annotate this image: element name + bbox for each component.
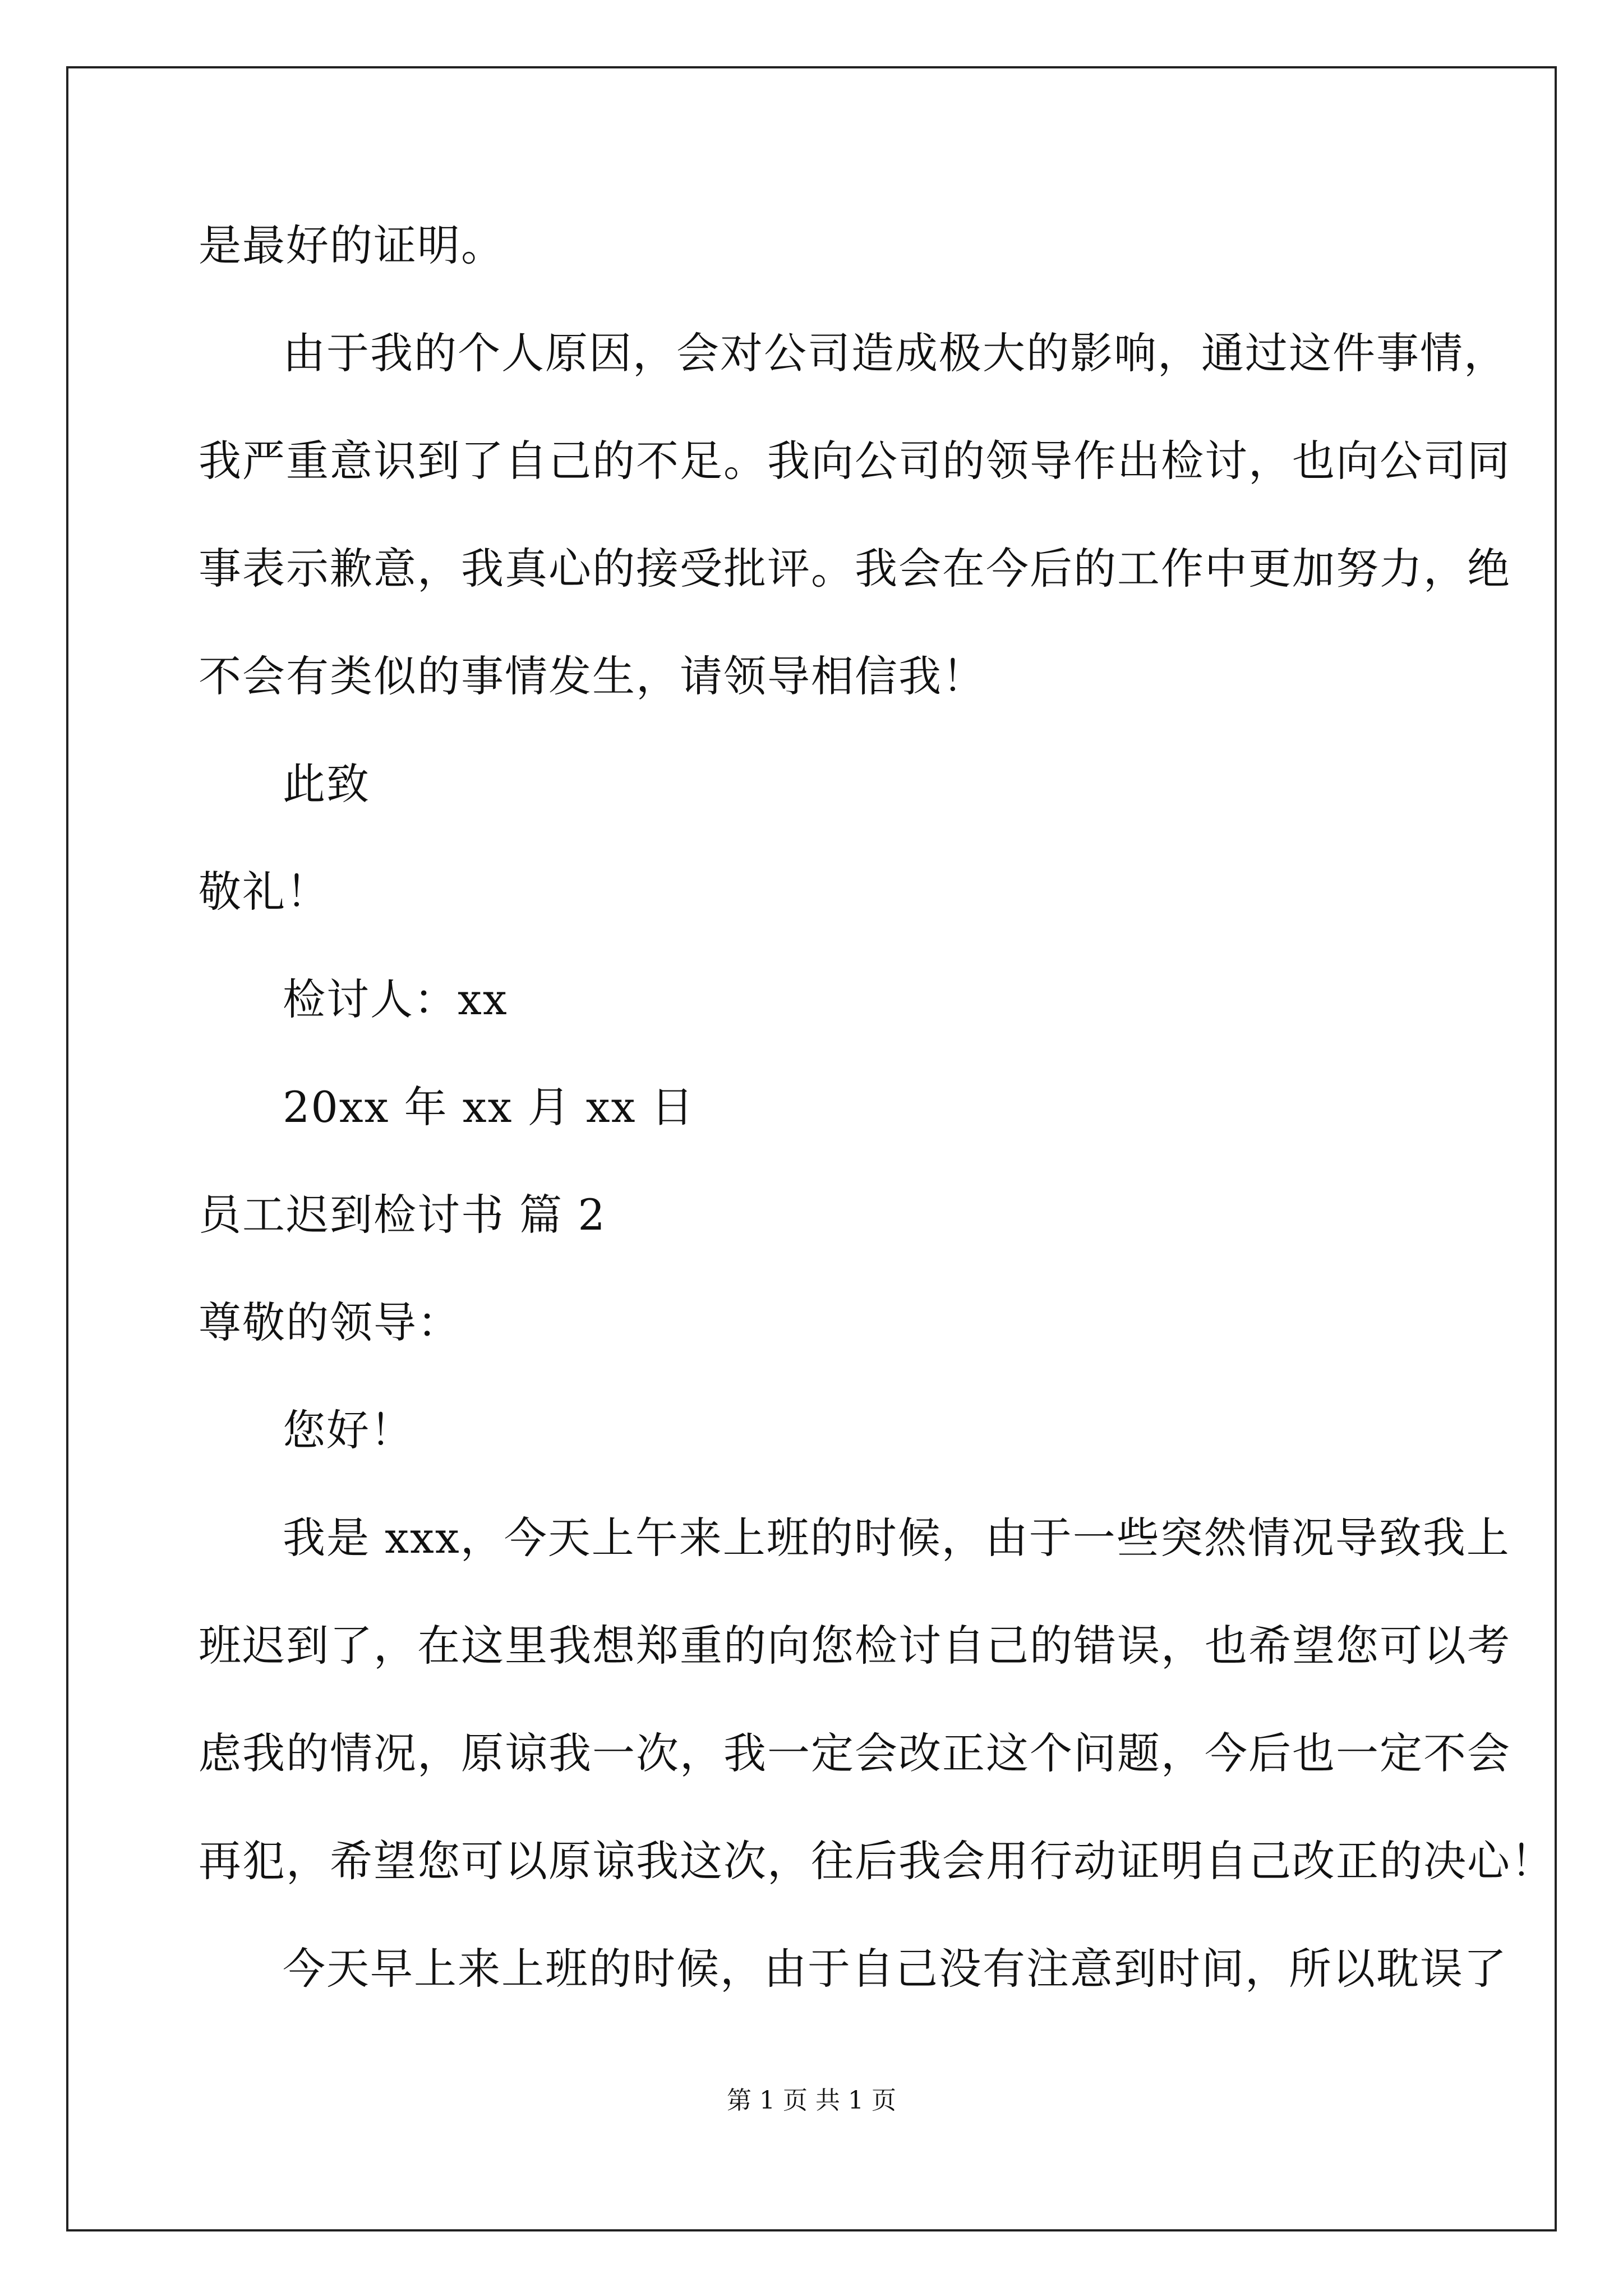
paragraph-line: 是最好的证明。 <box>199 220 505 270</box>
greeting: 您好！ <box>283 1405 414 1455</box>
closing-regards: 敬礼！ <box>199 867 330 917</box>
paragraph-line: 不会有类似的事情发生，请领导相信我！ <box>199 651 986 701</box>
closing-salutation: 此致 <box>283 759 370 809</box>
paragraph-line: 再犯，希望您可以原谅我这次，往后我会用行动证明自己改正的决心！ <box>199 1836 1555 1886</box>
paragraph-line: 我严重意识到了自己的不足。我向公司的领导作出检讨，也向公司同 <box>199 436 1511 486</box>
section-heading: 员工迟到检讨书 篇 2 <box>199 1190 606 1240</box>
paragraph-line: 事表示歉意，我真心的接受批评。我会在今后的工作中更加努力，绝 <box>199 544 1511 593</box>
salutation: 尊敬的领导： <box>199 1297 461 1347</box>
paragraph-line: 我是 xxx，今天上午来上班的时候，由于一些突然情况导致我上 <box>283 1513 1510 1563</box>
paragraph-line: 今天早上来上班的时候，由于自己没有注意到时间，所以耽误了 <box>283 1944 1507 1994</box>
page-border <box>66 66 1557 2231</box>
paragraph-line: 由于我的个人原因，会对公司造成极大的影响，通过这件事情， <box>283 328 1507 378</box>
signature-date: 20xx 年 xx 月 xx 日 <box>283 1082 695 1132</box>
paragraph-line: 虑我的情况，原谅我一次，我一定会改正这个问题，今后也一定不会 <box>199 1728 1511 1778</box>
signature-name: 检讨人：xx <box>283 974 508 1024</box>
paragraph-line: 班迟到了，在这里我想郑重的向您检讨自己的错误，也希望您可以考 <box>199 1621 1511 1671</box>
page-footer: 第 1 页 共 1 页 <box>727 2086 896 2115</box>
